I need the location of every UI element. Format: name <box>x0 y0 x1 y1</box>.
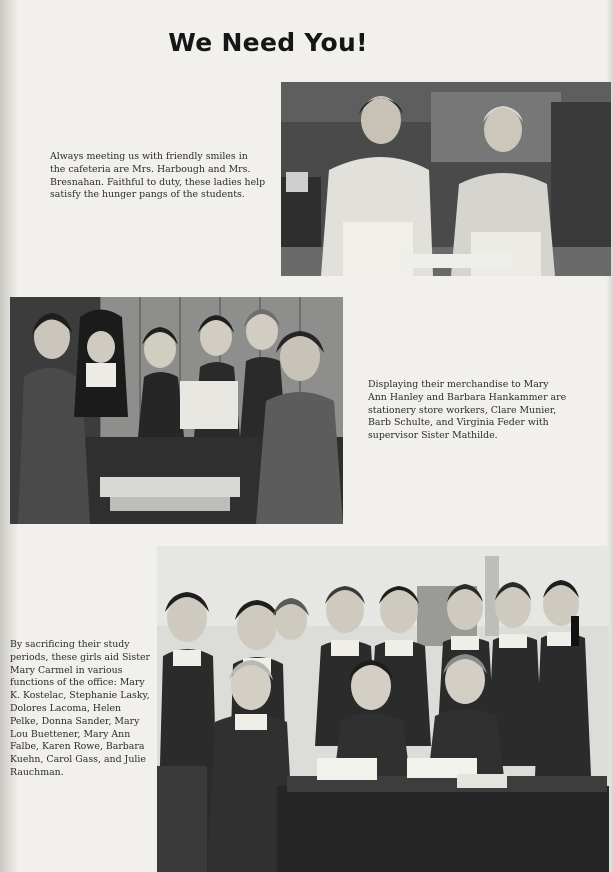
stationery-store-photo <box>10 297 343 524</box>
cafeteria-caption: Always meeting us with friendly smiles in the cafeteria are Mrs. Harbough and Mrs. Bresnahan. Faithful to duty, these ladies help satisfy the hunger pangs of the students. <box>50 151 266 201</box>
stationery-caption: Displaying their merchandise to Mary Ann Hanley and Barbara Hankammer are stationery store workers, Clare Munier, Barb Schulte, and Virginia Feder with supervisor Sister Mathilde. <box>368 379 567 442</box>
office-workers-photo <box>157 546 609 872</box>
cafeteria-photo <box>281 82 611 276</box>
page-title: We Need You! <box>168 28 368 57</box>
office-caption: By sacrificing their study periods, these girls aid Sister Mary Carmel in various functions of the office: Mary K. Kostelac, Stephanie Lasky, Dolores Lacoma, Helen Pelke, Donna Sander, Mary Lou Buettener, Mary Ann Falbe, Karen Rowe, Barbara Kuehn, Carol Gass, and Julie Rauchman. <box>10 639 151 778</box>
